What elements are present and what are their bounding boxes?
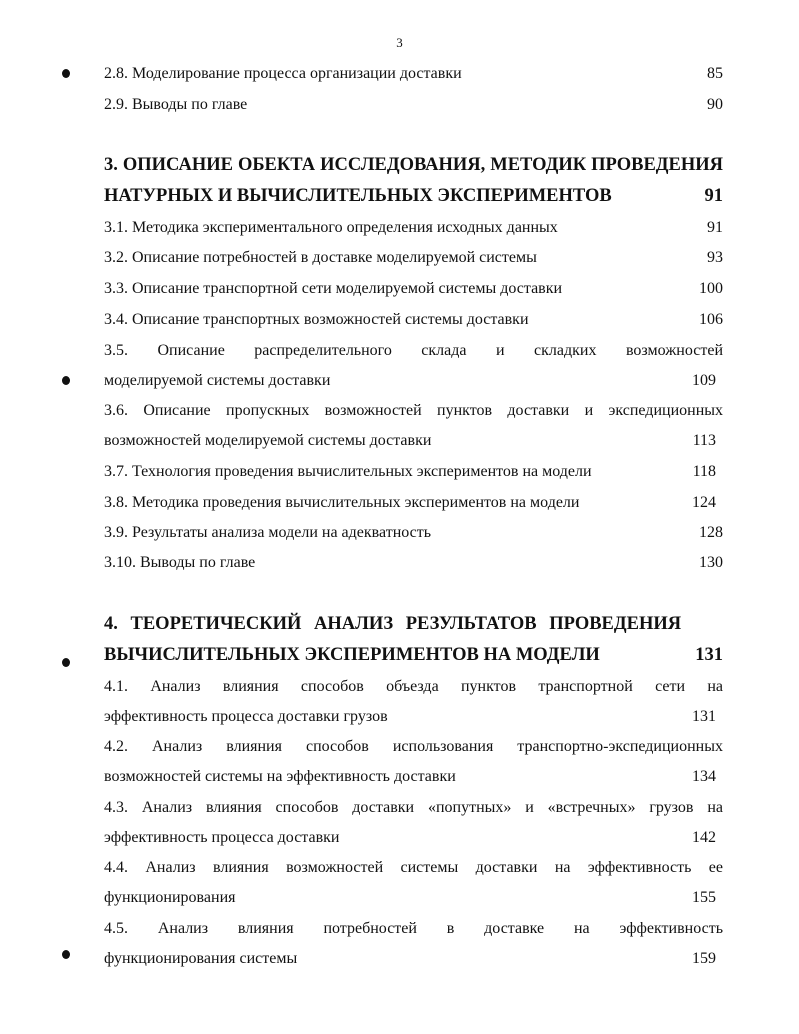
toc-entry-page: 155 bbox=[692, 889, 716, 906]
toc-entry-4-5-line2 bbox=[104, 949, 723, 969]
toc-entry-title: 3.7. Технология проведения вычислительных экспериментов на модели bbox=[104, 463, 592, 480]
toc-entry-page: 142 bbox=[692, 829, 716, 846]
toc-entry-page: 113 bbox=[692, 432, 716, 449]
toc-entry-3-6-line2 bbox=[104, 431, 723, 451]
toc-entry-title: 3.8. Методика проведения вычислительных экспериментов на модели bbox=[104, 494, 580, 511]
toc-entry-title: функционирования bbox=[104, 889, 236, 906]
toc-entry-3-10 bbox=[104, 553, 723, 573]
toc-entry-3-2 bbox=[104, 248, 723, 268]
bullet-mark bbox=[62, 658, 70, 667]
bullet-mark bbox=[62, 950, 70, 959]
toc-entry-page: 106 bbox=[699, 311, 723, 328]
toc-entry-title: НАТУРНЫХ И ВЫЧИСЛИТЕЛЬНЫХ ЭКСПЕРИМЕНТОВ bbox=[104, 186, 612, 206]
toc-entry-title: эффективность процесса доставки bbox=[104, 829, 340, 846]
chapter-4-heading-line2 bbox=[104, 645, 723, 665]
toc-entry-title: 3.2. Описание потребностей в доставке моделируемой системы bbox=[104, 249, 537, 266]
toc-entry-3-9 bbox=[104, 523, 723, 543]
toc-entry-3-5-line2 bbox=[104, 371, 723, 391]
toc-entry-3-6-line1: 3.6. Описание пропускных возможностей пунктов доставки и экспедиционных bbox=[104, 402, 723, 419]
toc-entry-title: моделируемой системы доставки bbox=[104, 372, 331, 389]
toc-entry-4-5-line1: 4.5. Анализ влияния потребностей в доставке на эффективность bbox=[104, 920, 723, 937]
toc-entry-page: 85 bbox=[707, 65, 723, 82]
page-number: 3 bbox=[396, 35, 403, 50]
toc-entry-page: 131 bbox=[692, 708, 716, 725]
toc-entry-3-7 bbox=[104, 462, 723, 482]
toc-entry-title: 3.3. Описание транспортной сети моделируемой системы доставки bbox=[104, 280, 563, 297]
toc-entry-4-4-line2 bbox=[104, 888, 723, 908]
toc-entry-title: возможностей моделируемой системы доставки bbox=[104, 432, 432, 449]
toc-entry-page: 124 bbox=[692, 494, 716, 511]
bullet-mark bbox=[62, 376, 70, 385]
bullet-mark bbox=[62, 69, 70, 78]
toc-entry-title: 2.8. Моделирование процесса организации доставки bbox=[104, 65, 462, 82]
chapter-3-heading-line2 bbox=[104, 186, 723, 206]
toc-entry-3-4 bbox=[104, 310, 723, 330]
chapter-3-heading-line1: 3. ОПИСАНИЕ ОБЕКТА ИССЛЕДОВАНИЯ, МЕТОДИК ПРОВЕДЕНИЯ bbox=[104, 155, 723, 175]
toc-entry-4-2-line1: 4.2. Анализ влияния способов использования транспортно-экспедиционных bbox=[104, 738, 723, 755]
toc-entry-title: возможностей системы на эффективность доставки bbox=[104, 768, 456, 785]
chapter-4-heading-text: 4. ТЕОРЕТИЧЕСКИЙ АНАЛИЗ РЕЗУЛЬТАТОВ ПРОВЕДЕНИЯ bbox=[104, 614, 682, 634]
toc-entry-page: 91 bbox=[707, 219, 723, 236]
toc-entry-title: 2.9. Выводы по главе bbox=[104, 96, 248, 113]
toc-entry-3-1 bbox=[104, 218, 723, 238]
toc-entry-page: 159 bbox=[692, 950, 716, 967]
toc-entry-4-2-line2 bbox=[104, 767, 723, 787]
toc-entry-page: 91 bbox=[704, 186, 723, 206]
toc-entry-page: 130 bbox=[699, 554, 723, 571]
toc-entry-title: 3.4. Описание транспортных возможностей системы доставки bbox=[104, 311, 529, 328]
toc-entry-4-4-line1: 4.4. Анализ влияния возможностей системы доставки на эффективность ее bbox=[104, 859, 723, 876]
toc-entry-4-1-line1: 4.1. Анализ влияния способов объезда пунктов транспортной сети на bbox=[104, 678, 723, 695]
toc-entry-page: 90 bbox=[707, 96, 723, 113]
toc-entry-4-1-line2 bbox=[104, 707, 723, 727]
toc-entry-title: 3.10. Выводы по главе bbox=[104, 554, 256, 571]
toc-entry-title: эффективность процесса доставки грузов bbox=[104, 708, 388, 725]
toc-entry-title: ВЫЧИСЛИТЕЛЬНЫХ ЭКСПЕРИМЕНТОВ НА МОДЕЛИ bbox=[104, 645, 600, 665]
toc-entry-page: 128 bbox=[699, 524, 723, 541]
toc-entry-page: 109 bbox=[692, 372, 716, 389]
chapter-4-heading-line1 bbox=[104, 614, 723, 634]
toc-entry-page: 93 bbox=[707, 249, 723, 266]
toc-entry-page: 134 bbox=[692, 768, 716, 785]
toc-entry-page: 100 bbox=[699, 280, 723, 297]
toc-entry-3-8 bbox=[104, 493, 723, 513]
toc-entry-2-9 bbox=[104, 95, 723, 115]
toc-entry-title: функционирования системы bbox=[104, 950, 298, 967]
toc-entry-page: 118 bbox=[692, 463, 716, 480]
toc-entry-4-3-line1: 4.3. Анализ влияния способов доставки «попутных» и «встречных» грузов на bbox=[104, 799, 723, 816]
toc-entry-title: 3.9. Результаты анализа модели на адекватность bbox=[104, 524, 432, 541]
toc-entry-page: 131 bbox=[695, 645, 723, 665]
toc-entry-3-5-line1: 3.5. Описание распределительного склада и складких возможностей bbox=[104, 342, 723, 359]
toc-entry-4-3-line2 bbox=[104, 828, 723, 848]
toc-entry-2-8 bbox=[104, 64, 723, 84]
toc-entry-title: 3.1. Методика экспериментального определения исходных данных bbox=[104, 219, 558, 236]
toc-entry-3-3 bbox=[104, 279, 723, 299]
